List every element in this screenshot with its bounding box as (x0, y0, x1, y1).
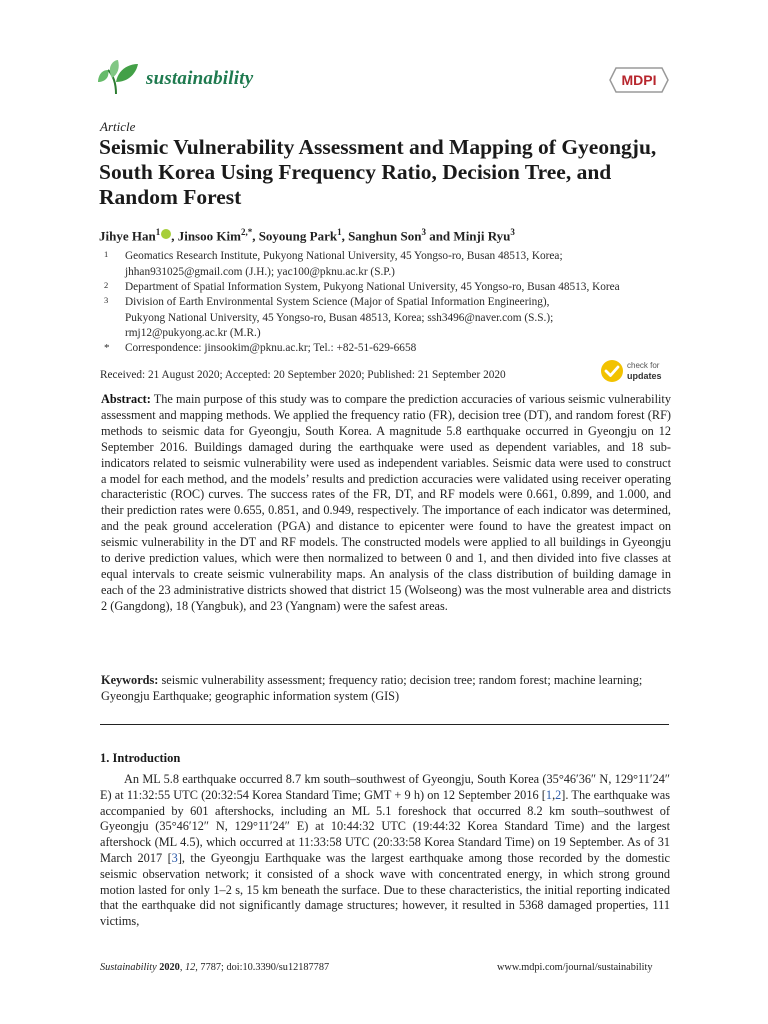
affiliation-number: 3 (104, 295, 109, 305)
footer-citation: Sustainability 2020, 12, 7787; doi:10.3390/su12187787 (100, 962, 330, 973)
keywords-label: Keywords: (101, 673, 159, 687)
author-list (99, 227, 515, 244)
footer-doi: , 7787; doi:10.3390/su12187787 (195, 962, 330, 973)
author-affiliation-sup: 1 (337, 227, 342, 237)
journal-name: sustainability (146, 68, 254, 89)
abstract-label: Abstract: (101, 392, 151, 406)
introduction-paragraph (100, 772, 670, 930)
citation-link[interactable]: 3 (171, 850, 178, 865)
abstract (101, 392, 671, 615)
author-name: Jinsoo Kim (177, 228, 241, 244)
affiliation-text: Department of Spatial Information System, Pukyong National University, 45 Yongso-ro, Busan 48513, Korea (125, 281, 620, 293)
keywords (101, 673, 671, 705)
article-type: Article (100, 119, 136, 134)
orcid-icon[interactable] (161, 229, 171, 239)
author-affiliation-sup: 3 (510, 227, 515, 237)
intro-text: An ML 5.8 earthquake occurred 8.7 km south–southwest of Gyeongju, South Korea (35°46′36″ N, 129°11′24″ E) at 11:32:55 UTC (20:32:54 Korea Standard Time; GMT + 9 h) on 12 September 2016 [ (100, 772, 670, 802)
keywords-text: seismic vulnerability assessment; frequency ratio; decision tree; random forest; machine learning; Gyeongju Earthquake; geographic information system (GIS) (101, 673, 643, 703)
mdpi-logo-icon (608, 66, 670, 94)
citation-link[interactable]: 2 (555, 787, 562, 802)
author-affiliation-sup: 2,* (240, 227, 253, 237)
sustainability-leaf-logo-icon (96, 60, 140, 96)
affiliation-text: Geomatics Research Institute, Pukyong National University, 45 Yongso-ro, Busan 48513, Korea; (125, 250, 563, 262)
author-separator: , (171, 228, 178, 244)
intro-text: ]. The earthquake was accompanied by 601 aftershocks, including an ML 5.1 foreshock that occurred 8.2 km south–southwest of Gyeongju (35°46′12″ N, 129°11′24″ E) at 10:44:32 UTC (19:44:32 Korea Standard Time) and the largest aftershock (ML 4.5), which occurred at 11:33:58 UTC (20:33:58 Korea Standard Time) on 19 September. As of 31 March 2017 [ (100, 787, 670, 865)
publication-dates: Received: 21 August 2020; Accepted: 20 September 2020; Published: 21 September 2020 (100, 369, 506, 381)
author-separator: and (425, 228, 454, 244)
article-title: Seismic Vulnerability Assessment and Mapping of Gyeongju, South Korea Using Frequency Ratio, Decision Tree, and Random Forest (99, 135, 657, 209)
author-name: Sanghun Son (348, 228, 422, 244)
affiliation-number: * (104, 342, 110, 354)
intro-text: ], the Gyeongju Earthquake was the largest earthquake among those recorded by the domestic seismic observation network; it consisted of a shock wave with concentrated energy, in which strong ground motion lasted for only 1–2 s, 15 km beneath the surface. Due to these characteristics, the initial reporting indicated that the earthquake did not significantly damage structures; however, it resulted in 5368 damaged properties, 111 victims, (100, 850, 671, 929)
section-heading-introduction: 1. Introduction (100, 751, 181, 765)
affiliation-text: Division of Earth Environmental System Science (Major of Spatial Information Engineering), (125, 296, 550, 308)
check-for-label: check for (627, 361, 660, 370)
footer-volume: 12 (184, 962, 196, 973)
affiliation-text: rmj12@pukyong.ac.kr (M.R.) (125, 327, 261, 339)
footer-journal: Sustainability (100, 962, 157, 973)
author-affiliation-sup: 1 (155, 227, 161, 237)
author-name: Jihye Han (99, 228, 156, 244)
footer-year: 2020 (159, 962, 180, 973)
correspondence-text: Correspondence: jinsookim@pknu.ac.kr; Tel.: +82-51-629-6658 (125, 342, 417, 354)
author-separator: , (341, 228, 349, 244)
updates-label: updates (627, 371, 662, 381)
author-separator: , (252, 228, 259, 244)
author-name: Soyoung Park (258, 228, 338, 244)
affiliation-text: Pukyong National University, 45 Yongso-ro, Busan 48513, Korea; ssh3496@naver.com (S.S.); (125, 311, 554, 324)
mdpi-logo-text: MDPI (621, 72, 657, 88)
section-divider (100, 724, 669, 725)
abstract-text: The main purpose of this study was to compare the prediction accuracies of various seismic vulnerability assessment and mapping methods. We applied the frequency ratio (FR), decision tree (DT), and random forest (RF) methods to seismic data for Gyeongju, South Korea. A magnitude 5.8 earthquake occurred in Gyeongju on 12 September 2016. Buildings damaged during the earthquake were used as dependent variables, and 18 sub-indicators related to seismic vulnerability were used as independent variables. Seismic data were used to construct a model for each method, and the models’ results and prediction accuracies were validated using receiver operating characteristic (ROC) curves. The success rates of the FR, DT, and RF models were 0.661, 0.899, and 1.000, and their prediction rates were 0.655, 0.851, and 0.949, respectively. The importance of each indicator was determined, and the peak ground acceleration (PGA) and distance to epicenter were found to have the greatest impact on seismic vulnerability in the DT and RF models. The constructed models were applied to all buildings in Gyeongju to derive prediction values, which were then normalized to between 0 and 1, and then divided into five classes at equal intervals to create seismic vulnerability maps. An analysis of the class distribution of building damage in each of the 23 administrative districts showed that district 15 (Wolseong) was the most vulnerable area and districts 2 (Gangdong), 18 (Yangbuk), and 23 (Yangnam) were the safest areas. (101, 392, 671, 613)
affiliation-number: 1 (104, 249, 109, 259)
author-name: Minji Ryu (453, 228, 511, 244)
citation-separator: , (552, 787, 556, 802)
affiliation-text: jhhan931025@gmail.com (J.H.); yac100@pknu.ac.kr (S.P.) (125, 265, 395, 278)
footer-journal-url[interactable]: www.mdpi.com/journal/sustainability (497, 962, 653, 973)
check-for-updates-badge[interactable] (600, 358, 672, 384)
author-affiliation-sup: 3 (421, 227, 426, 237)
check-updates-icon (601, 360, 623, 382)
affiliation-number: 2 (104, 280, 109, 290)
citation-link[interactable]: 1 (545, 787, 553, 802)
